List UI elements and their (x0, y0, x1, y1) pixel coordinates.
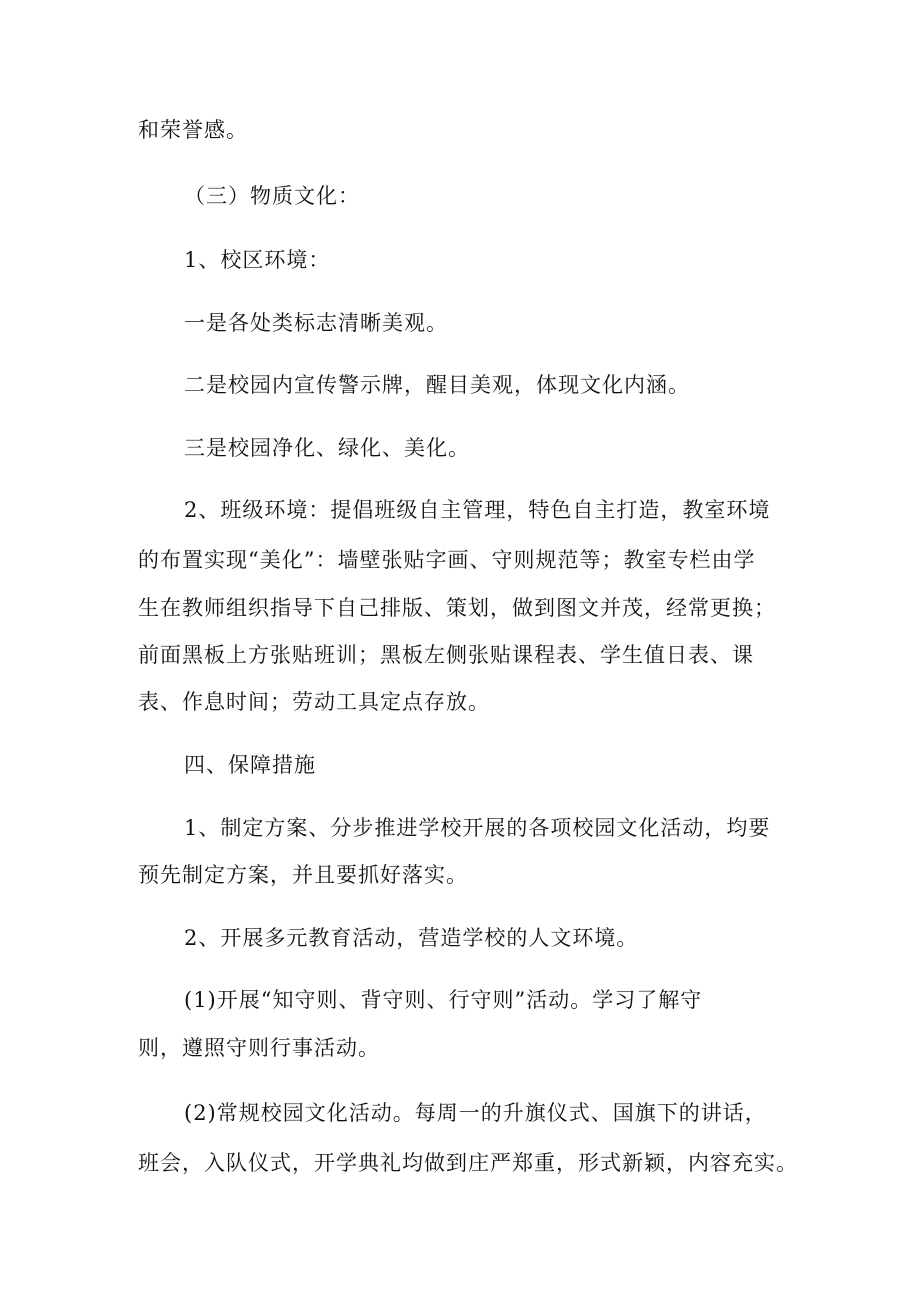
paragraph-line: 二是校园内宣传警示牌，醒目美观，体现文化内涵。 (184, 373, 690, 397)
paragraph-line: (1)开展“知守则、背守则、行守则”活动。学习了解守 (184, 988, 703, 1012)
paragraph-line: 前面黑板上方张贴班训；黑板左侧张贴课程表、学生值日表、课 (138, 643, 754, 667)
paragraph-line: 预先制定方案，并且要抓好落实。 (138, 863, 468, 887)
paragraph-line: 三是校园净化、绿化、美化。 (184, 436, 470, 460)
paragraph-line: 一是各处类标志清晰美观。 (184, 311, 448, 335)
paragraph-line: 的布置实现“美化”：墙壁张贴字画、守则规范等；教室专栏由学 (138, 548, 756, 572)
paragraph-line: 生在教师组织指导下自己排版、策划，做到图文并茂，经常更换； (138, 596, 776, 620)
paragraph-line: 表、作息时间；劳动工具定点存放。 (138, 690, 490, 714)
paragraph-line: 2、班级环境：提倡班级自主管理，特色自主打造，教室环境 (184, 498, 771, 522)
paragraph-line: 和荣誉感。 (138, 118, 248, 142)
section-heading: （三）物质文化： (184, 184, 360, 208)
paragraph-line: 班会，入队仪式，开学典礼均做到庄严郑重，形式新颖，内容充实。 (138, 1151, 798, 1175)
subsection-heading: 1、校区环境： (184, 248, 331, 272)
paragraph-line: 2、开展多元教育活动，营造学校的人文环境。 (184, 926, 639, 950)
section-heading: 四、保障措施 (184, 753, 316, 777)
paragraph-line: (2)常规校园文化活动。每周一的升旗仪式、国旗下的讲话， (184, 1101, 767, 1125)
paragraph-line: 则，遵照守则行事活动。 (138, 1036, 380, 1060)
paragraph-line: 1、制定方案、分步推进学校开展的各项校园文化活动，均要 (184, 816, 771, 840)
